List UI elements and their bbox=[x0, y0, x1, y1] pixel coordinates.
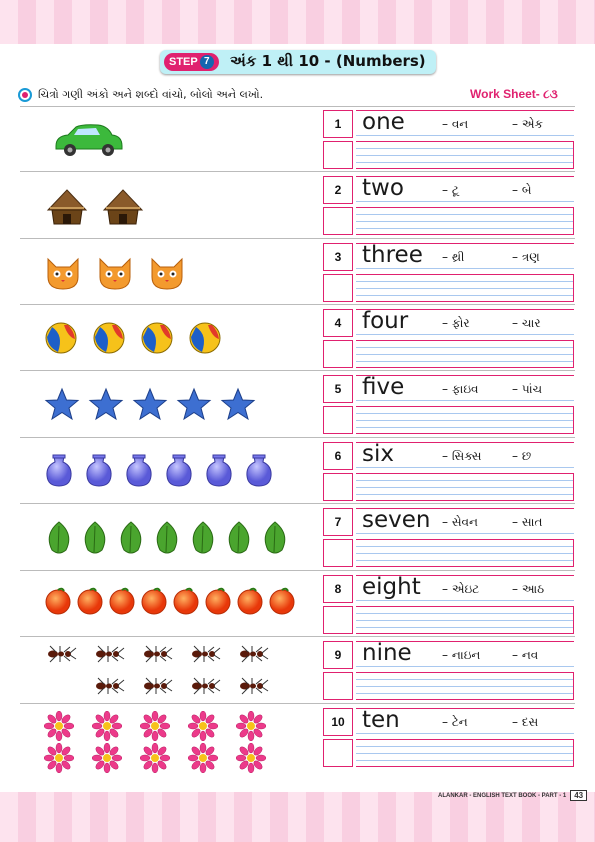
number-box: 8 bbox=[323, 575, 353, 603]
leaf-icon bbox=[260, 520, 290, 560]
ball-icon bbox=[44, 321, 78, 359]
number-write-box[interactable] bbox=[323, 672, 353, 700]
number-write-box[interactable] bbox=[323, 340, 353, 368]
number-write-box[interactable] bbox=[323, 274, 353, 302]
pot-icon bbox=[164, 454, 194, 492]
word-underline bbox=[356, 508, 574, 536]
orange-icon bbox=[268, 587, 296, 619]
page-number: 43 bbox=[570, 790, 587, 801]
picture-group bbox=[22, 572, 317, 638]
writing-lines[interactable] bbox=[356, 539, 574, 567]
cat-face-icon bbox=[96, 255, 134, 295]
footer bbox=[438, 790, 587, 801]
row-divider bbox=[20, 437, 575, 438]
orange-icon bbox=[172, 587, 200, 619]
ant-icon bbox=[188, 676, 222, 700]
orange-icon bbox=[108, 587, 136, 619]
row-number-8 bbox=[0, 572, 595, 638]
number-write-box[interactable] bbox=[323, 539, 353, 567]
word-underline bbox=[356, 442, 574, 470]
row-divider bbox=[20, 171, 575, 172]
pot-icon bbox=[44, 454, 74, 492]
row-divider bbox=[20, 370, 575, 371]
flower-icon bbox=[92, 711, 122, 745]
footer-book-title: ALANKAR - ENGLISH TEXT BOOK - PART - 1 bbox=[438, 792, 567, 799]
ball-icon bbox=[188, 321, 222, 359]
step-number: 7 bbox=[200, 55, 214, 69]
number-box: 2 bbox=[323, 176, 353, 204]
row-divider bbox=[20, 636, 575, 637]
leaf-icon bbox=[80, 520, 110, 560]
flower-icon bbox=[44, 711, 74, 745]
row-number-3 bbox=[0, 240, 595, 306]
writing-lines[interactable] bbox=[356, 274, 574, 302]
step-badge bbox=[164, 53, 219, 71]
picture-group bbox=[22, 705, 317, 771]
ant-icon bbox=[44, 644, 78, 668]
leaf-icon bbox=[116, 520, 146, 560]
car-icon bbox=[52, 122, 124, 162]
word-underline bbox=[356, 243, 574, 271]
row-divider bbox=[20, 503, 575, 504]
pot-icon bbox=[84, 454, 114, 492]
ant-icon bbox=[236, 676, 270, 700]
word-underline bbox=[356, 110, 574, 138]
picture-group bbox=[22, 439, 317, 505]
row-divider bbox=[20, 570, 575, 571]
cat-face-icon bbox=[44, 255, 82, 295]
row-number-2 bbox=[0, 173, 595, 239]
number-box: 9 bbox=[323, 641, 353, 669]
number-write-box[interactable] bbox=[323, 406, 353, 434]
leaf-icon bbox=[188, 520, 218, 560]
bullet-icon bbox=[18, 88, 32, 102]
pot-icon bbox=[124, 454, 154, 492]
number-write-box[interactable] bbox=[323, 141, 353, 169]
row-divider bbox=[20, 703, 575, 704]
flower-icon bbox=[188, 743, 218, 777]
flower-icon bbox=[92, 743, 122, 777]
writing-lines[interactable] bbox=[356, 672, 574, 700]
top-pattern-band bbox=[0, 0, 595, 44]
picture-group bbox=[22, 505, 317, 571]
writing-lines[interactable] bbox=[356, 406, 574, 434]
row-number-6 bbox=[0, 439, 595, 505]
star-icon bbox=[44, 387, 80, 425]
picture-group bbox=[22, 638, 317, 704]
number-box: 1 bbox=[323, 110, 353, 138]
writing-lines[interactable] bbox=[356, 739, 574, 767]
writing-lines[interactable] bbox=[356, 141, 574, 169]
row-number-1 bbox=[0, 107, 595, 173]
leaf-icon bbox=[224, 520, 254, 560]
number-box: 6 bbox=[323, 442, 353, 470]
ball-icon bbox=[140, 321, 174, 359]
number-box: 4 bbox=[323, 309, 353, 337]
page-title: અંક 1 થી 10 - (Numbers) bbox=[230, 52, 426, 70]
word-underline bbox=[356, 176, 574, 204]
ant-icon bbox=[92, 676, 126, 700]
number-box: 3 bbox=[323, 243, 353, 271]
number-write-box[interactable] bbox=[323, 739, 353, 767]
star-icon bbox=[132, 387, 168, 425]
page-title-banner bbox=[160, 50, 436, 74]
cat-face-icon bbox=[148, 255, 186, 295]
row-number-10 bbox=[0, 705, 595, 771]
ant-icon bbox=[236, 644, 270, 668]
row-divider bbox=[20, 238, 575, 239]
flower-icon bbox=[188, 711, 218, 745]
orange-icon bbox=[204, 587, 232, 619]
flower-icon bbox=[140, 711, 170, 745]
ball-icon bbox=[92, 321, 126, 359]
orange-icon bbox=[236, 587, 264, 619]
row-number-9 bbox=[0, 638, 595, 704]
number-box: 7 bbox=[323, 508, 353, 536]
instruction-text: ચિત્રો ગણી અંકો અને શબ્દો વાંચો, બોલો અને લખો. bbox=[38, 88, 264, 101]
flower-icon bbox=[140, 743, 170, 777]
picture-group bbox=[22, 240, 317, 306]
orange-icon bbox=[76, 587, 104, 619]
row-number-7 bbox=[0, 505, 595, 571]
writing-lines[interactable] bbox=[356, 606, 574, 634]
star-icon bbox=[176, 387, 212, 425]
ant-icon bbox=[92, 644, 126, 668]
word-underline bbox=[356, 708, 574, 736]
leaf-icon bbox=[152, 520, 182, 560]
flower-icon bbox=[236, 711, 266, 745]
hut-icon bbox=[100, 188, 146, 230]
picture-group bbox=[22, 173, 317, 239]
worksheet-label: Work Sheet- ૮૩ bbox=[470, 87, 558, 101]
hut-icon bbox=[44, 188, 90, 230]
picture-group bbox=[22, 372, 317, 438]
number-write-box[interactable] bbox=[323, 207, 353, 235]
writing-lines[interactable] bbox=[356, 473, 574, 501]
orange-icon bbox=[44, 587, 72, 619]
number-write-box[interactable] bbox=[323, 473, 353, 501]
ant-icon bbox=[188, 644, 222, 668]
step-label: STEP bbox=[169, 56, 198, 68]
row-number-4 bbox=[0, 306, 595, 372]
instruction bbox=[18, 88, 263, 102]
ant-icon bbox=[140, 676, 174, 700]
row-divider bbox=[20, 106, 575, 107]
word-underline bbox=[356, 575, 574, 603]
leaf-icon bbox=[44, 520, 74, 560]
flower-icon bbox=[236, 743, 266, 777]
number-write-box[interactable] bbox=[323, 606, 353, 634]
star-icon bbox=[88, 387, 124, 425]
flower-icon bbox=[44, 743, 74, 777]
number-box: 10 bbox=[323, 708, 353, 736]
pot-icon bbox=[204, 454, 234, 492]
number-box: 5 bbox=[323, 375, 353, 403]
writing-lines[interactable] bbox=[356, 207, 574, 235]
picture-group bbox=[22, 306, 317, 372]
row-divider bbox=[20, 304, 575, 305]
ant-icon bbox=[140, 644, 174, 668]
word-underline bbox=[356, 375, 574, 403]
writing-lines[interactable] bbox=[356, 340, 574, 368]
picture-group bbox=[22, 107, 317, 173]
word-underline bbox=[356, 309, 574, 337]
star-icon bbox=[220, 387, 256, 425]
orange-icon bbox=[140, 587, 168, 619]
pot-icon bbox=[244, 454, 274, 492]
row-number-5 bbox=[0, 372, 595, 438]
word-underline bbox=[356, 641, 574, 669]
